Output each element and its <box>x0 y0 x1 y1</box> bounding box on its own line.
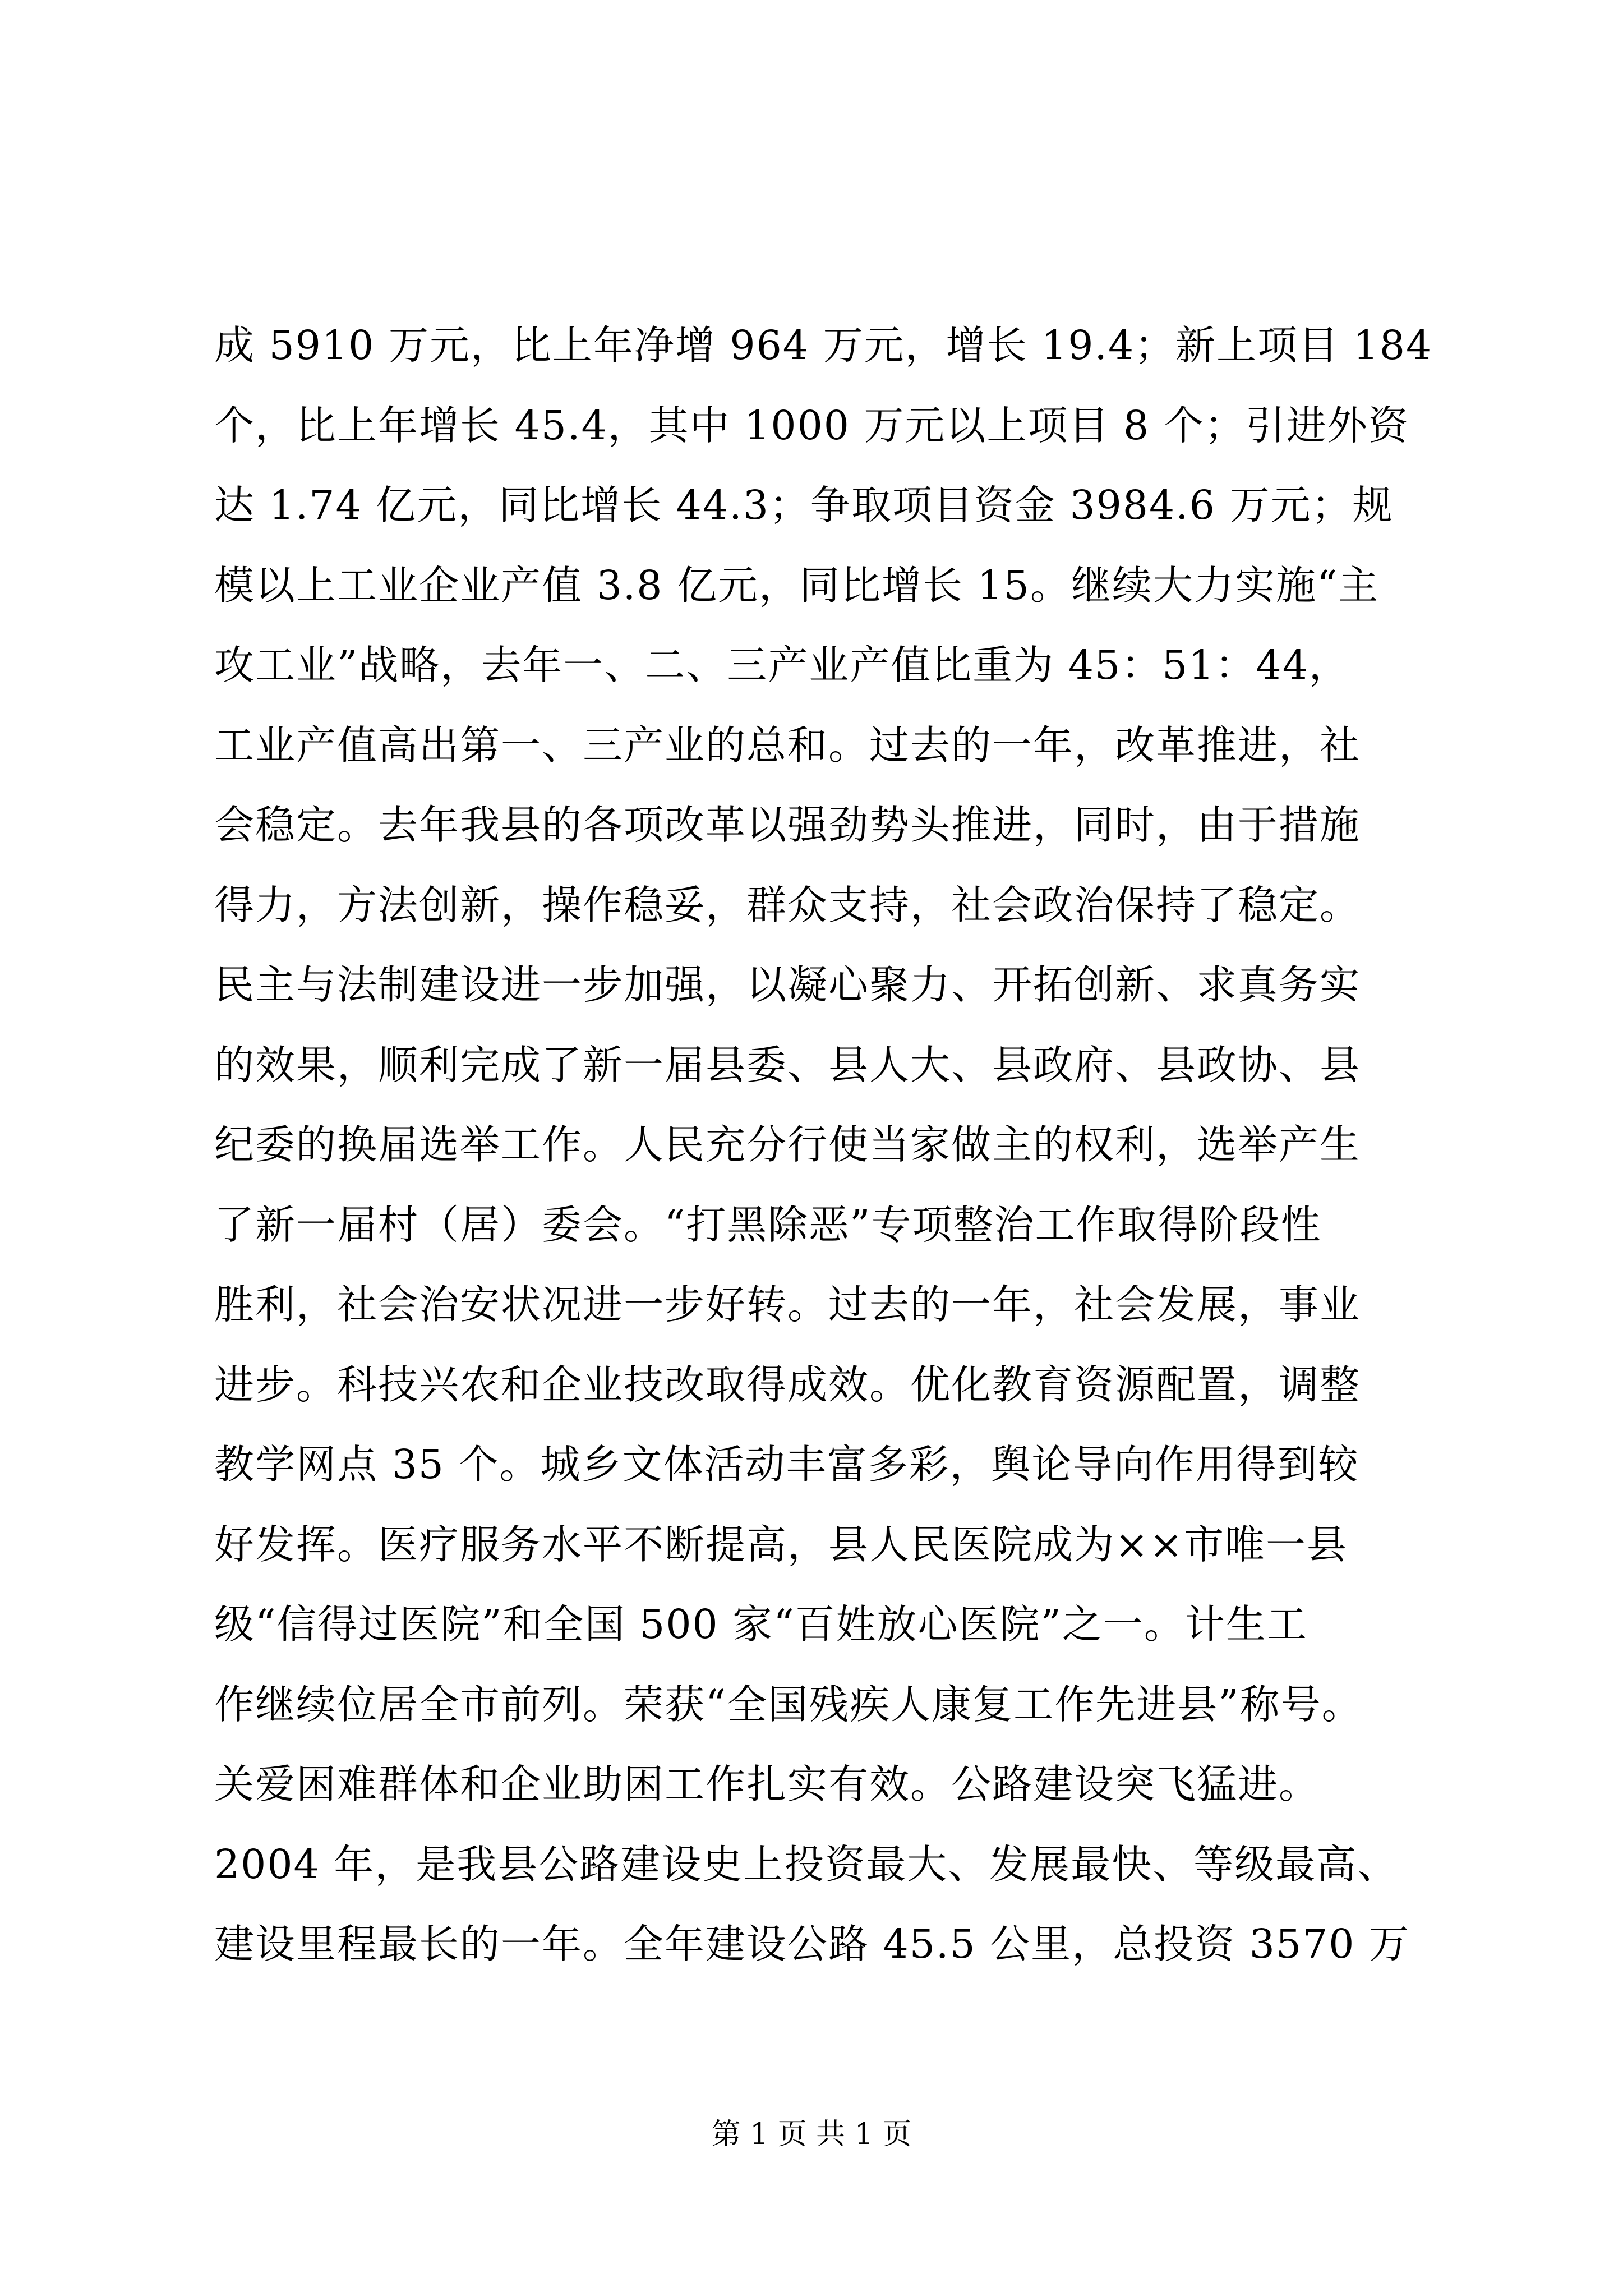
text-line: 达 1.74 亿元，同比增长 44.3；争取项目资金 3984.6 万元；规 <box>214 482 1394 528</box>
text-line: 会稳定。去年我县的各项改革以强劲势头推进，同时，由于措施 <box>214 802 1361 848</box>
text-line: 了新一届村（居）委会。“打黑除恶”专项整治工作取得阶段性 <box>214 1201 1322 1248</box>
text-line: 建设里程最长的一年。全年建设公路 45.5 公里，总投资 3570 万 <box>214 1921 1410 1967</box>
text-line: 得力，方法创新，操作稳妥，群众支持，社会政治保持了稳定。 <box>214 881 1361 928</box>
text-line: 好发挥。医疗服务水平不断提高，县人民医院成为××市唯一县 <box>214 1521 1348 1568</box>
text-line: 的效果，顺利完成了新一届县委、县人大、县政府、县政协、县 <box>214 1041 1361 1088</box>
text-line: 关爱困难群体和企业助困工作扎实有效。公路建设突飞猛进。 <box>214 1761 1320 1807</box>
page-footer <box>0 2115 1623 2154</box>
text-line: 攻工业”战略，去年一、二、三产业产值比重为 45：51：44， <box>214 642 1350 688</box>
text-line: 作继续位居全市前列。荣获“全国残疾人康复工作先进县”称号。 <box>214 1681 1363 1728</box>
text-line: 纪委的换届选举工作。人民充分行使当家做主的权利，选举产生 <box>214 1121 1361 1168</box>
text-line: 民主与法制建设进一步加强，以凝心聚力、开拓创新、求真务实 <box>214 961 1361 1008</box>
text-line: 个，比上年增长 45.4，其中 1000 万元以上项目 8 个；引进外资 <box>214 402 1409 449</box>
text-line: 进步。科技兴农和企业技改取得成效。优化教育资源配置，调整 <box>214 1361 1361 1408</box>
body-text <box>214 306 1437 1985</box>
text-line: 教学网点 35 个。城乡文体活动丰富多彩，舆论导向作用得到较 <box>214 1441 1359 1488</box>
text-line: 胜利，社会治安状况进一步好转。过去的一年，社会发展，事业 <box>214 1281 1361 1328</box>
text-line: 模以上工业企业产值 3.8 亿元，同比增长 15。继续大力实施“主 <box>214 562 1380 609</box>
page-number-label: 第 1 页 共 1 页 <box>711 2118 912 2151</box>
text-line: 成 5910 万元，比上年净增 964 万元，增长 19.4；新上项目 184 <box>214 322 1433 369</box>
text-line: 工业产值高出第一、三产业的总和。过去的一年，改革推进，社 <box>214 721 1361 769</box>
text-line: 级“信得过医院”和全国 500 家“百姓放心医院”之一。计生工 <box>214 1601 1308 1648</box>
text-line: 2004 年，是我县公路建设史上投资最大、发展最快、等级最高、 <box>214 1841 1399 1888</box>
